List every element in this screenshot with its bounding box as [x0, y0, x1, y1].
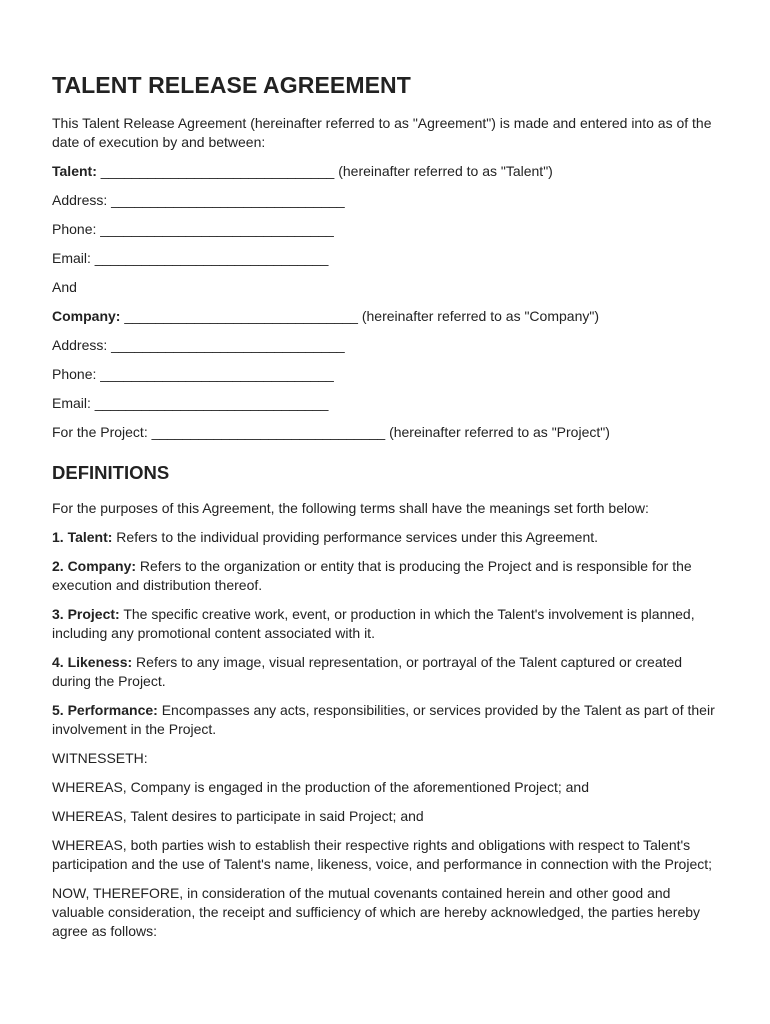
- definition-term: 4. Likeness:: [52, 654, 133, 670]
- definition-term: 5. Performance:: [52, 702, 158, 718]
- company-email-line: Email: ______________________________: [52, 395, 329, 411]
- recital-witnesseth: WITNESSETH:: [52, 750, 148, 766]
- talent-phone-line: Phone: ______________________________: [52, 221, 334, 237]
- company-label: Company:: [52, 308, 121, 324]
- talent-label: Talent:: [52, 163, 97, 179]
- definition-term: 3. Project:: [52, 606, 120, 622]
- definition-term: 2. Company:: [52, 558, 137, 574]
- talent-email-line: Email: ______________________________: [52, 250, 329, 266]
- definition-item: [52, 557, 718, 595]
- definition-item: [52, 701, 718, 739]
- company-address-line: Address: ______________________________: [52, 337, 345, 353]
- definition-item: [52, 528, 718, 547]
- recital-whereas-company: WHEREAS, Company is engaged in the production of the aforementioned Project; and: [52, 779, 589, 795]
- company-phone-line: Phone: ______________________________: [52, 366, 334, 382]
- definitions-heading: DEFINITIONS: [52, 462, 170, 483]
- recital-now-therefore: NOW, THEREFORE, in consideration of the mutual covenants contained herein and other good and valuable consideration, the receipt and sufficiency of which are hereby acknowledged, the parties hereby agree as follows:: [52, 885, 701, 939]
- document-title: TALENT RELEASE AGREEMENT: [52, 72, 411, 98]
- talent-name-blank: ______________________________: [96, 163, 339, 179]
- definition-term: 1. Talent:: [52, 529, 113, 545]
- definition-item: [52, 653, 718, 691]
- intro-paragraph: This Talent Release Agreement (hereinafter referred to as "Agreement") is made and entered into as of the date of execution by and between:: [52, 115, 712, 150]
- definition-item: [52, 605, 718, 643]
- recital-whereas-talent: WHEREAS, Talent desires to participate in said Project; and: [52, 808, 424, 824]
- project-line: For the Project: ______________________________ (hereinafter referred to as "Project"): [52, 424, 610, 440]
- company-name-line: [52, 307, 718, 326]
- definitions-intro: For the purposes of this Agreement, the following terms shall have the meanings set forth below:: [52, 500, 649, 516]
- definition-text: The specific creative work, event, or production in which the Talent's involvement is planned, including any promotional content associated with it.: [52, 606, 695, 641]
- definition-text: Refers to the organization or entity that is producing the Project and is responsible for the execution and distribution thereof.: [52, 558, 692, 593]
- talent-name-line: [52, 162, 718, 181]
- definition-text: Refers to any image, visual representation, or portrayal of the Talent captured or created during the Project.: [52, 654, 683, 689]
- definition-text: Encompasses any acts, responsibilities, or services provided by the Talent as part of their involvement in the Project.: [52, 702, 715, 737]
- and-text: And: [52, 279, 77, 295]
- recital-whereas-parties: WHEREAS, both parties wish to establish their respective rights and obligations with respect to Talent's participation and the use of Talent's name, likeness, voice, and performance in connection with the Project;: [52, 837, 713, 872]
- talent-address-line: Address: ______________________________: [52, 192, 345, 208]
- talent-suffix: (hereinafter referred to as "Talent"): [338, 163, 553, 179]
- company-suffix: (hereinafter referred to as "Company"): [361, 308, 599, 324]
- company-name-blank: ______________________________: [120, 308, 362, 324]
- definition-text: Refers to the individual providing performance services under this Agreement.: [112, 529, 599, 545]
